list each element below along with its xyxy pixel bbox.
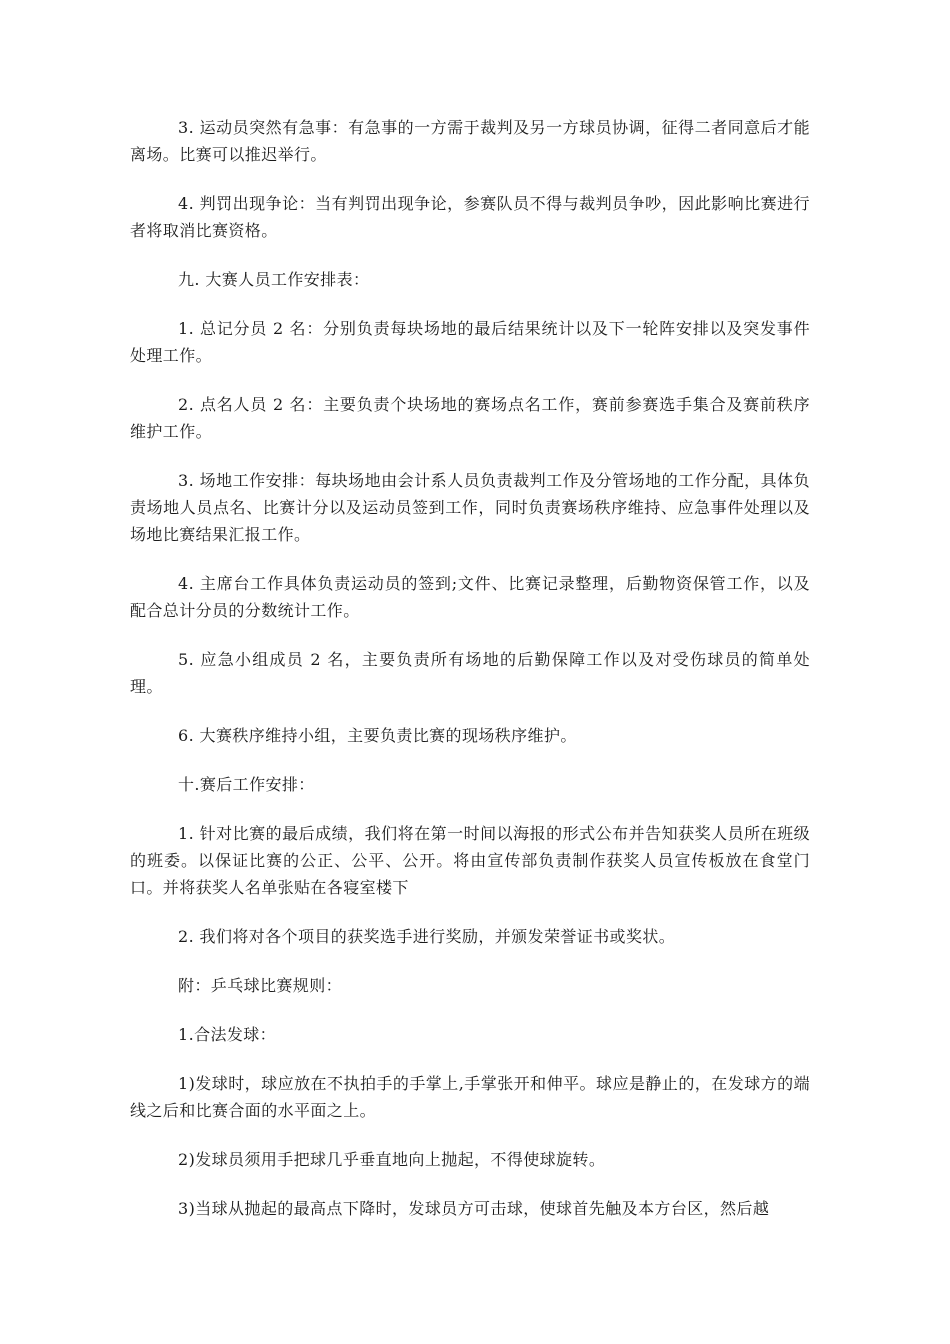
section-heading-post-match: 十.赛后工作安排：	[178, 775, 315, 794]
paragraph-order-team: 6. 大赛秩序维持小组，主要负责比赛的现场秩序维护。	[178, 726, 577, 745]
paragraph-venue-arrangement: 3. 场地工作安排：每块场地由会计系人员负责裁判工作及分管场地的工作分配，具体负责场地人员点名、比赛计分以及运动员签到工作，同时负责赛场秩序维持、应急事件处理以及场地比赛结果汇报工作。	[130, 471, 810, 544]
section-heading-staff-arrangement: 九. 大赛人员工作安排表：	[178, 270, 370, 289]
paragraph-emergency-leave: 3. 运动员突然有急事：有急事的一方需于裁判及另一方球员协调，征得二者同意后才能离场。比赛可以推迟举行。	[130, 118, 810, 164]
paragraph-scorekeepers: 1. 总记分员 2 名：分别负责每块场地的最后结果统计以及下一轮阵安排以及突发事件处理工作。	[130, 319, 810, 365]
paragraph-results-announcement: 1. 针对比赛的最后成绩，我们将在第一时间以海报的形式公布并告知获奖人员所在班级的班委。以保证比赛的公正、公平、公开。将由宣传部负责制作获奖人员宣传板放在食堂门口。并将获奖人名单张贴在各寝室楼下	[130, 824, 810, 897]
rule-serve-2: 2)发球员须用手把球几乎垂直地向上抛起，不得使球旋转。	[178, 1150, 606, 1169]
rule-serve-3: 3)当球从抛起的最高点下降时，发球员方可击球，使球首先触及本方台区，然后越	[178, 1199, 770, 1218]
rule-serve-1: 1)发球时，球应放在不执拍手的手掌上,手掌张开和伸平。球应是静止的，在发球方的端线之后和比赛合面的水平面之上。	[130, 1074, 810, 1120]
subheading-legal-serve: 1.合法发球：	[178, 1025, 277, 1044]
section-heading-rules: 附：乒乓球比赛规则：	[178, 976, 343, 995]
paragraph-rostrum-work: 4. 主席台工作具体负责运动员的签到;文件、比赛记录整理，后勤物资保管工作，以及配合总计分员的分数统计工作。	[130, 574, 810, 620]
paragraph-emergency-team: 5. 应急小组成员 2 名，主要负责所有场地的后勤保障工作以及对受伤球员的简单处理。	[130, 650, 810, 696]
document-body	[130, 114, 810, 1244]
paragraph-penalty-dispute: 4. 判罚出现争论：当有判罚出现争论，参赛队员不得与裁判员争吵，因此影响比赛进行者将取消比赛资格。	[130, 194, 810, 240]
paragraph-awards: 2. 我们将对各个项目的获奖选手进行奖励，并颁发荣誉证书或奖状。	[178, 927, 676, 946]
paragraph-roll-callers: 2. 点名人员 2 名：主要负责个块场地的赛场点名工作，赛前参赛选手集合及赛前秩序维护工作。	[130, 395, 810, 441]
